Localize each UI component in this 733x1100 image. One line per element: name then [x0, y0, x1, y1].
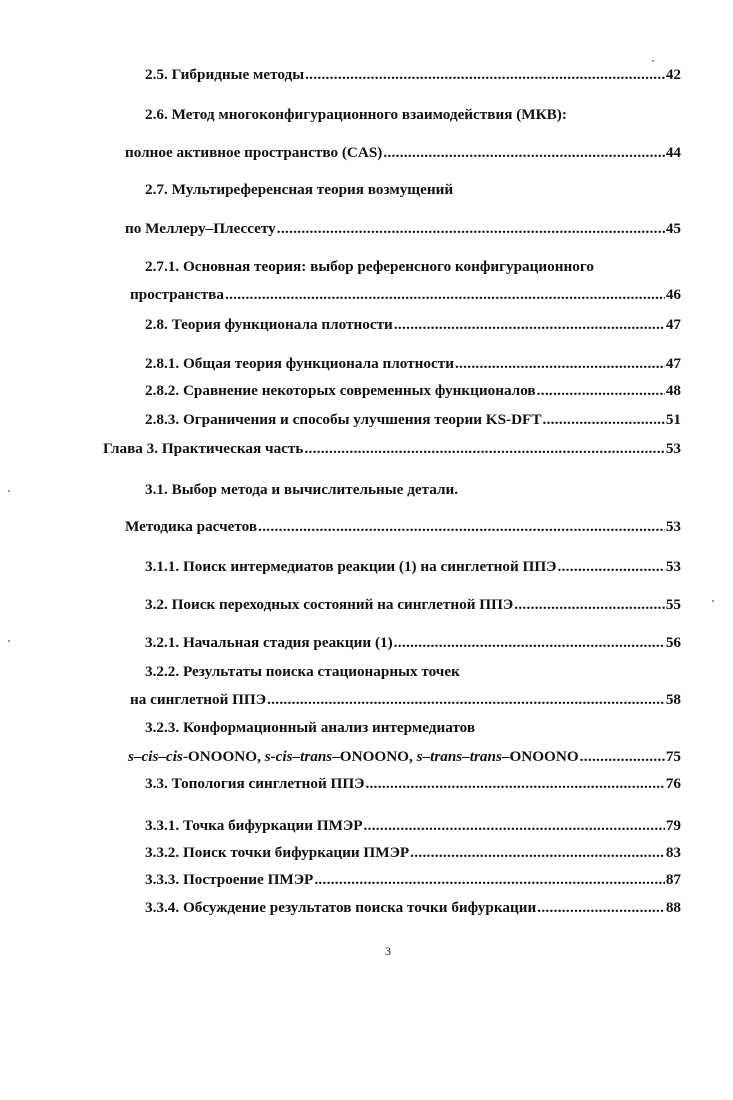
toc-entry-text: 2.5. Гибридные методы — [145, 66, 305, 83]
toc-page-number: 47 — [665, 355, 681, 372]
toc-entry-text: по Меллеру–Плессету — [125, 220, 276, 237]
dot-leader — [394, 634, 665, 652]
toc-entry — [145, 411, 681, 429]
toc-entry-title — [145, 596, 513, 614]
toc-page-number: 58 — [665, 691, 681, 708]
toc-entry — [145, 355, 681, 373]
toc-entry-text: 3.2.3. Конформационный анализ интермедиатов — [145, 719, 476, 736]
toc-entry-text: 2.8.3. Ограничения и способы улучшения теории KS-DFT — [145, 411, 542, 428]
toc-entry-title — [145, 775, 364, 793]
dot-leader — [537, 899, 665, 917]
toc-entry — [145, 817, 681, 835]
dot-leader — [365, 775, 664, 793]
scan-speck — [652, 60, 654, 62]
toc-entry-text: s-cis–trans — [264, 748, 333, 765]
toc-entry-text: 2.7. Мультиреференсная теория возмущений — [145, 181, 454, 198]
toc-entry — [145, 719, 475, 737]
dot-leader — [305, 66, 665, 84]
toc-entry — [125, 220, 681, 238]
toc-entry-text: 3.2.2. Результаты поиска стационарных точек — [145, 663, 460, 680]
dot-leader — [304, 440, 664, 458]
toc-entry-title — [130, 286, 224, 304]
toc-entry-text: 3.1.1. Поиск интермедиатов реакции (1) на синглетной ППЭ — [145, 558, 557, 575]
dot-leader — [580, 748, 665, 766]
toc-page-number: 79 — [665, 817, 681, 834]
toc-page-number: 55 — [665, 596, 681, 613]
toc-entry — [145, 844, 681, 862]
toc-entry-text: 3.2. Поиск переходных состояний на синглетной ППЭ — [145, 596, 514, 613]
toc-page-number: 51 — [665, 411, 681, 428]
scan-speck — [8, 640, 10, 642]
toc-entry-title — [125, 518, 257, 536]
dot-leader — [383, 144, 664, 162]
toc-entry — [145, 258, 594, 276]
toc-entry-text: на синглетной ППЭ — [130, 691, 267, 708]
toc-entry-text: s–cis–cis — [128, 748, 183, 765]
toc-entry-title — [145, 481, 458, 499]
dot-leader — [364, 817, 665, 835]
toc-page-number: 48 — [665, 382, 681, 399]
toc-entry — [145, 316, 681, 334]
dot-leader — [514, 596, 665, 614]
toc-entry-title — [103, 440, 303, 458]
toc-entry-text: –ONOONO — [501, 748, 579, 765]
toc-entry — [145, 66, 681, 84]
toc-entry-text: 2.8.2. Сравнение некоторых современных функционалов — [145, 382, 536, 399]
toc-entry — [130, 691, 681, 709]
toc-entry-title — [145, 899, 536, 917]
toc-entry-title — [145, 181, 453, 199]
toc-entry-title — [145, 719, 475, 737]
page-number: 3 — [385, 944, 391, 958]
dot-leader — [410, 844, 665, 862]
toc-entry — [125, 518, 681, 536]
toc-entry-title — [145, 66, 304, 84]
dot-leader — [258, 518, 665, 536]
toc-entry-text: 3.3.3. Построение ПМЭР — [145, 871, 314, 888]
toc-entry-text: пространства — [130, 286, 224, 303]
toc-entry-text: 3.3.4. Обсуждение результатов поиска точки бифуркации — [145, 899, 537, 916]
toc-entry-title — [128, 748, 579, 766]
toc-entry-title — [145, 844, 409, 862]
toc-entry — [128, 748, 681, 766]
dot-leader — [394, 316, 665, 334]
toc-entry — [145, 481, 458, 499]
dot-leader — [314, 871, 665, 889]
toc-page-number: 46 — [665, 286, 681, 303]
dot-leader — [225, 286, 665, 304]
toc-page-number: 47 — [665, 316, 681, 333]
dot-leader — [537, 382, 665, 400]
toc-entry — [103, 440, 681, 458]
toc-entry-text: Глава 3. Практическая часть — [103, 440, 304, 457]
toc-entry — [145, 775, 681, 793]
toc-page-number: 42 — [665, 66, 681, 83]
toc-entry-text: –ONOONO, — [332, 748, 417, 765]
toc-entry-text: Методика расчетов — [125, 518, 258, 535]
toc-entry-title — [145, 817, 363, 835]
toc-page-number: 56 — [665, 634, 681, 651]
toc-entry-title — [145, 411, 541, 429]
toc-entry — [145, 181, 453, 199]
toc-entry-title — [145, 871, 313, 889]
toc-page-number: 44 — [665, 144, 681, 161]
scan-speck — [8, 490, 10, 492]
toc-entry-title — [145, 558, 556, 576]
toc-entry-text: 3.2.1. Начальная стадия реакции (1) — [145, 634, 393, 651]
toc-entry-title — [125, 220, 276, 238]
toc-entry-title — [125, 144, 382, 162]
toc-entry — [145, 899, 681, 917]
toc-entry-text: -ONOONO, — [182, 748, 265, 765]
toc-entry — [145, 558, 681, 576]
dot-leader — [267, 691, 665, 709]
toc-entry-title — [145, 355, 454, 373]
toc-entry — [145, 871, 681, 889]
toc-entry-title — [145, 663, 460, 681]
toc-entry-text: полное активное пространство (CAS) — [125, 144, 383, 161]
toc-page-number: 87 — [665, 871, 681, 888]
toc-entry-title — [145, 382, 536, 400]
toc-entry — [125, 144, 681, 162]
toc-page-number: 76 — [665, 775, 681, 792]
toc-entry — [145, 106, 567, 124]
toc-page-number: 75 — [665, 748, 681, 765]
dot-leader — [542, 411, 664, 429]
toc-entry — [130, 286, 681, 304]
dot-leader — [557, 558, 664, 576]
toc-entry — [145, 382, 681, 400]
toc-entry — [145, 663, 460, 681]
toc-entry-text: 2.8.1. Общая теория функционала плотности — [145, 355, 454, 372]
toc-page-number: 88 — [665, 899, 681, 916]
toc-entry-text: 2.8. Теория функционала плотности — [145, 316, 393, 333]
toc-entry-text: 3.3.1. Точка бифуркации ПМЭР — [145, 817, 363, 834]
toc-entry-title — [130, 691, 266, 709]
dot-leader — [455, 355, 665, 373]
toc-entry-title — [145, 258, 594, 276]
scan-speck — [712, 600, 714, 602]
toc-page-number: 53 — [665, 440, 681, 457]
toc-page-number: 53 — [665, 518, 681, 535]
toc-entry-title — [145, 106, 567, 124]
toc-entry-text: 2.6. Метод многоконфигурационного взаимодействия (МКВ): — [145, 106, 567, 123]
toc-entry — [145, 596, 681, 614]
toc-entry-text: 3.1. Выбор метода и вычислительные детали. — [145, 481, 459, 498]
toc-entry-text: 3.3.2. Поиск точки бифуркации ПМЭР — [145, 844, 410, 861]
toc-entry-title — [145, 634, 393, 652]
toc-entry — [145, 634, 681, 652]
toc-entry-text: 2.7.1. Основная теория: выбор референсного конфигурационного — [145, 258, 594, 275]
toc-entry-title — [145, 316, 393, 334]
toc-page-number: 53 — [665, 558, 681, 575]
toc-page-number: 45 — [665, 220, 681, 237]
dot-leader — [277, 220, 665, 238]
toc-entry-text: s–trans–trans — [416, 748, 502, 765]
toc-page-number: 83 — [665, 844, 681, 861]
toc-entry-text: 3.3. Топология синглетной ППЭ — [145, 775, 365, 792]
